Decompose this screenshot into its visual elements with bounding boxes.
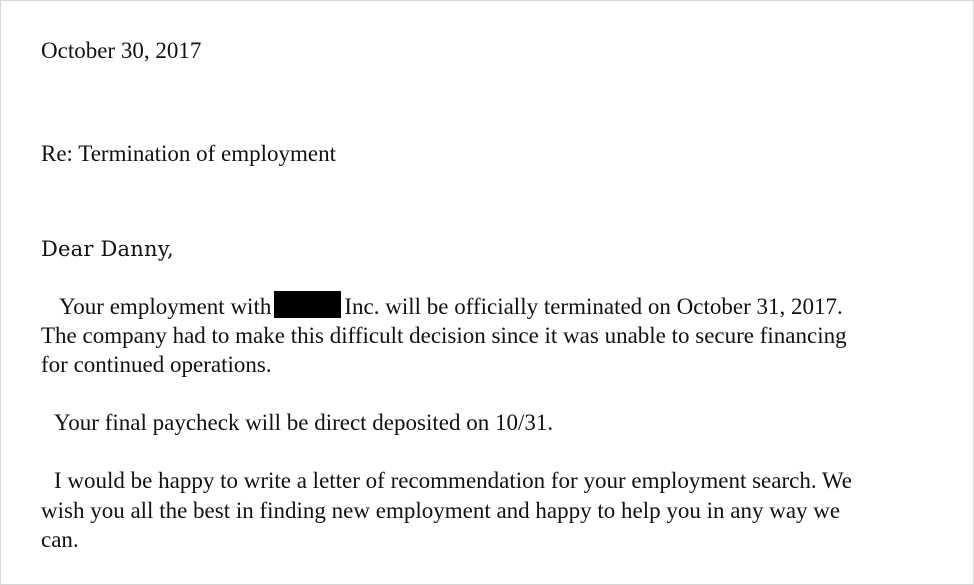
letter-subject: Re: Termination of employment <box>41 141 336 166</box>
paragraph-1-text-before: Your employment with <box>59 294 272 319</box>
paragraph-1-line-3: for continued operations. <box>41 352 272 377</box>
paragraph-1-text-after: Inc. will be officially terminated on October 31, 2017. <box>344 294 843 319</box>
paragraph-2-line-1: Your final paycheck will be direct deposited on 10/31. <box>54 410 554 435</box>
paragraph-3-line-3: can. <box>41 527 79 552</box>
paragraph-3-line-2: wish you all the best in finding new employment and happy to help you in any way we <box>41 498 841 523</box>
paragraph-3-line-1: I would be happy to write a letter of recommendation for your employment search. We <box>54 468 852 493</box>
letter-date: October 30, 2017 <box>41 38 202 63</box>
letter-salutation: Dear Danny, <box>41 237 174 261</box>
paragraph-1-line-1 <box>59 291 843 322</box>
paragraph-1-line-2: The company had to make this difficult decision since it was unable to secure financing <box>41 323 847 348</box>
redacted-company-name <box>274 291 341 318</box>
